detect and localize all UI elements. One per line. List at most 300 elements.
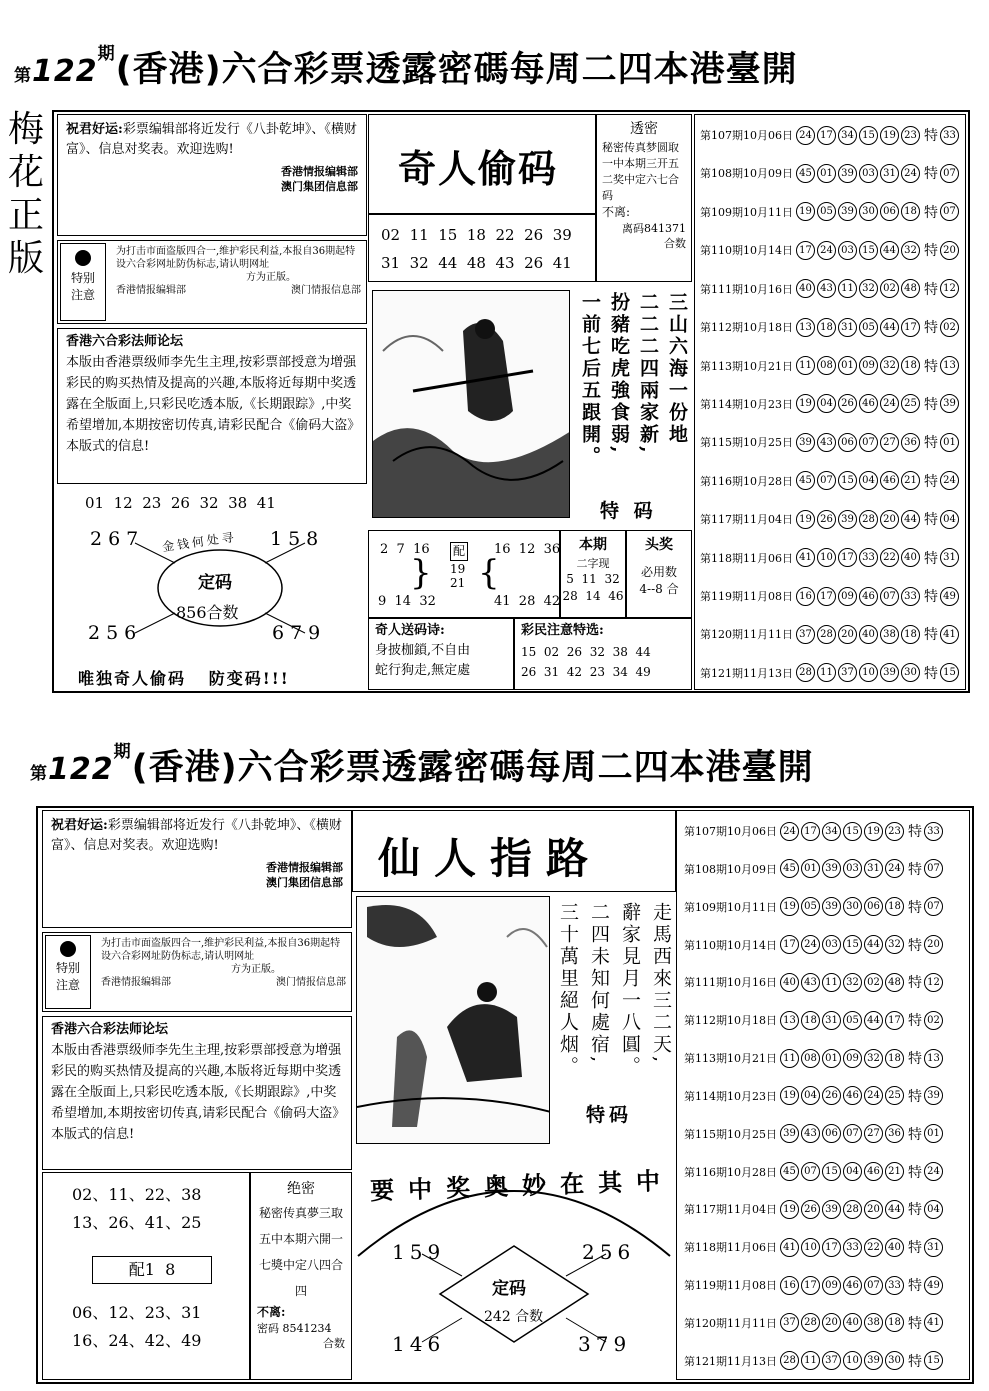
draw-ball: 07 — [864, 1276, 883, 1295]
draw-ball: 30 — [859, 202, 878, 221]
poem-line: 三十萬里絕人烟。 — [557, 902, 579, 1078]
draw-row — [700, 239, 964, 261]
draw-ball: 02 — [880, 279, 899, 298]
notice-box — [42, 810, 352, 928]
warrior-illustration-art — [373, 291, 570, 518]
draw-ball: 04 — [817, 394, 836, 413]
draw-ball: 15 — [859, 241, 878, 260]
special-ball: 13 — [924, 1049, 943, 1068]
draw-ball: 37 — [822, 1351, 841, 1370]
draw-ball: 17 — [901, 318, 920, 337]
forum-title: 香港六合彩法师论坛 — [66, 334, 184, 349]
special-ball: 04 — [924, 1200, 943, 1219]
special-ball: 41 — [924, 1313, 943, 1332]
diamond-tl: 159 — [392, 1240, 446, 1264]
draw-ball: 45 — [780, 1162, 799, 1181]
draw-ball: 24 — [885, 859, 904, 878]
draw-row — [684, 858, 966, 880]
draw-ball: 32 — [859, 279, 878, 298]
top-headline-row — [14, 42, 798, 92]
draw-ball: 41 — [780, 1238, 799, 1257]
draw-row — [700, 662, 964, 684]
draw-label: 第112期10月18日 — [684, 1014, 777, 1028]
draw-ball: 32 — [885, 935, 904, 954]
draw-row — [700, 623, 964, 645]
draw-ball: 36 — [885, 1124, 904, 1143]
secret-code: 密码 8541234 — [257, 1322, 332, 1335]
draw-ball: 11 — [801, 1351, 820, 1370]
draw-ball: 03 — [859, 164, 878, 183]
draw-label: 第118期11月06日 — [684, 1241, 777, 1255]
issue-number: 122 — [48, 752, 114, 787]
draw-ball: 38 — [880, 625, 899, 644]
draw-ball: 07 — [880, 587, 899, 606]
draw-label: 第111期10月16日 — [684, 976, 777, 990]
bomb-icon — [75, 250, 91, 266]
this-issue-title: 本期 — [579, 537, 607, 553]
draw-ball: 20 — [822, 1313, 841, 1332]
forum-text: 本版由香港票级师李先生主理,按彩票部授意为增强彩民的购买热情及提高的兴趣,本版将近每期中奖透露在全版面上,只彩民吃透本版,《长期跟踪》,中奖希望增加,本期按密切传真,请彩民配合《偷码大盗》本版式的信息! — [51, 1043, 342, 1142]
draw-ball: 05 — [801, 897, 820, 916]
draw-ball: 43 — [817, 279, 836, 298]
diamond-br: 379 — [578, 1332, 632, 1356]
poem-block — [574, 292, 692, 488]
warning-text: 为打击市面盗版四合一,维护彩民利益,本报自36期起特设六合彩网址防伪标志,请认明网址 方为正版。 香港情报编辑部 澳门情报信息部 — [101, 938, 346, 988]
draw-ball: 18 — [901, 202, 920, 221]
draw-label: 第119期11月08日 — [700, 590, 793, 604]
forum-box — [57, 328, 367, 484]
draw-list-top — [700, 124, 964, 684]
top-prize-value: 4--8 合 — [639, 582, 679, 596]
secret-title: 绝密 — [287, 1181, 315, 1197]
draw-label: 第116期10月28日 — [684, 1165, 777, 1179]
special-ball: 07 — [924, 859, 943, 878]
feature-nums-box — [368, 214, 596, 282]
draw-ball: 19 — [780, 1086, 799, 1105]
draw-ball: 39 — [780, 1124, 799, 1143]
draw-ball: 11 — [780, 1049, 799, 1068]
draw-ball: 17 — [838, 548, 857, 567]
feature-nums-row: 02 11 15 18 22 26 39 — [381, 226, 572, 244]
arc-text: 要中奖奥妙在其中 — [369, 1165, 675, 1206]
draw-ball: 27 — [880, 433, 899, 452]
warning-box — [42, 932, 352, 1012]
draw-ball: 32 — [843, 973, 862, 992]
diamond-bl: 146 — [392, 1332, 446, 1356]
draw-ball: 19 — [796, 394, 815, 413]
special-ball: 12 — [940, 279, 959, 298]
draw-ball: 11 — [796, 356, 815, 375]
special-label: 特 — [908, 1278, 922, 1295]
draw-ball: 11 — [817, 663, 836, 682]
draw-row — [700, 431, 964, 453]
special-ball: 39 — [940, 394, 959, 413]
draw-label: 第118期11月06日 — [700, 551, 793, 565]
special-ball: 01 — [940, 433, 959, 452]
forum-text: 本版由香港票级师李先生主理,按彩票部授意为增强彩民的购买热情及提高的兴趣,本版将近每期中奖透露在全版面上,只彩民吃透本版,《长期跟踪》,中奖希望增加,本期按密切传真,请彩民配合《偷码大盗》本版式的信息! — [66, 355, 357, 454]
issue-suffix: 期 — [113, 742, 132, 762]
draw-ball: 38 — [864, 1313, 883, 1332]
diamond-value: 242 合数 — [484, 1309, 544, 1325]
draw-ball: 48 — [901, 279, 920, 298]
send-poem-line: 蛇行狗走,無定處 — [375, 663, 471, 678]
draw-ball: 15 — [843, 935, 862, 954]
draw-ball: 16 — [780, 1276, 799, 1295]
side-label-char: 正 — [7, 195, 44, 236]
special-ball: 31 — [940, 548, 959, 567]
draw-ball: 40 — [901, 548, 920, 567]
draw-ball: 17 — [817, 587, 836, 606]
draw-label: 第108期10月09日 — [684, 862, 777, 876]
draw-ball: 24 — [880, 394, 899, 413]
draw-row — [684, 971, 966, 993]
draw-row — [684, 1085, 966, 1107]
feature-title: 奇人偷码 — [398, 147, 559, 191]
draw-ball: 45 — [780, 859, 799, 878]
forum-box — [42, 1016, 352, 1170]
special-ball: 20 — [924, 935, 943, 954]
secret-text: 秘密传真夢三取五中本期六開一七獎中定八四合四 — [258, 1206, 343, 1298]
top-prize-title: 头奖 — [645, 537, 673, 553]
draw-ball: 20 — [838, 625, 857, 644]
special-label: 特 — [908, 1315, 922, 1332]
draw-ball: 37 — [796, 625, 815, 644]
special-ball: 24 — [924, 1162, 943, 1181]
draw-ball: 36 — [901, 433, 920, 452]
tema-label: 特码 — [586, 1104, 633, 1126]
notice-sign1: 香港情报编辑部 — [266, 861, 343, 874]
issue-number: 122 — [32, 54, 98, 89]
draw-ball: 10 — [801, 1238, 820, 1257]
rider-illustration — [356, 896, 550, 1144]
draw-ball: 28 — [859, 510, 878, 529]
warning-label: 特别 注意 — [60, 243, 106, 321]
draw-ball: 28 — [801, 1313, 820, 1332]
special-ball: 15 — [924, 1351, 943, 1370]
draw-row — [700, 508, 964, 530]
draw-ball: 44 — [864, 935, 883, 954]
notice-sign1: 香港情报编辑部 — [281, 165, 358, 178]
draw-ball: 01 — [822, 1049, 841, 1068]
draw-row — [684, 896, 966, 918]
send-poem-line: 身披枷鎖,不自由 — [375, 643, 471, 658]
bottom-headline-row — [30, 740, 814, 790]
this-issue-l1: 5 11 32 — [566, 572, 620, 586]
draw-ball: 17 — [796, 241, 815, 260]
ring-tr: 158 — [270, 528, 325, 550]
tema-label: 特 码 — [600, 500, 657, 522]
draw-ball: 21 — [885, 1162, 904, 1181]
draw-label: 第110期10月14日 — [684, 938, 777, 952]
notice-box — [57, 114, 367, 236]
draw-ball: 10 — [817, 548, 836, 567]
special-label: 特 — [908, 1164, 922, 1181]
draw-ball: 32 — [880, 356, 899, 375]
special-ball: 07 — [940, 202, 959, 221]
draw-ball: 39 — [822, 1200, 841, 1219]
draw-row — [700, 547, 964, 569]
draw-label: 第120期11月11日 — [700, 628, 793, 642]
draw-label: 第113期10月21日 — [684, 1052, 777, 1066]
draw-ball: 05 — [843, 1011, 862, 1030]
draw-ball: 19 — [796, 202, 815, 221]
draw-ball: 28 — [843, 1200, 862, 1219]
nums-row: 16、24、42、49 — [72, 1331, 202, 1350]
draw-ball: 26 — [817, 510, 836, 529]
draw-ball: 11 — [838, 279, 857, 298]
draw-row — [684, 1198, 966, 1220]
draw-ball: 19 — [780, 897, 799, 916]
draw-ball: 22 — [880, 548, 899, 567]
draw-label: 第107期10月06日 — [700, 129, 793, 142]
poem-line: 辭家見月一八圓。 — [619, 902, 641, 1078]
warning-box — [57, 240, 367, 324]
draw-ball: 16 — [796, 587, 815, 606]
draw-ball: 28 — [817, 625, 836, 644]
draw-ball: 24 — [901, 164, 920, 183]
draw-ball: 05 — [859, 318, 878, 337]
draw-ball: 39 — [880, 663, 899, 682]
draw-row — [700, 316, 964, 338]
draw-ball: 15 — [859, 126, 878, 145]
ring-center-label: 定码 — [198, 573, 232, 593]
send-poem-box — [368, 618, 514, 690]
draw-row — [684, 1350, 966, 1372]
draw-ball: 45 — [796, 471, 815, 490]
special-label: 特 — [924, 128, 938, 144]
special-ball: 07 — [940, 164, 959, 183]
draw-ball: 18 — [885, 1313, 904, 1332]
special-label: 特 — [908, 1126, 922, 1143]
special-ball: 01 — [924, 1124, 943, 1143]
draw-ball: 43 — [801, 1124, 820, 1143]
notice-sign2: 澳门集团信息部 — [266, 876, 343, 889]
draw-ball: 23 — [901, 126, 920, 145]
draw-ball: 39 — [838, 510, 857, 529]
draw-ball: 03 — [838, 241, 857, 260]
draw-ball: 37 — [838, 663, 857, 682]
draw-row — [700, 278, 964, 300]
special-label: 特 — [924, 358, 938, 375]
special-label: 特 — [924, 589, 938, 606]
draw-ball: 46 — [843, 1276, 862, 1295]
forum-title: 香港六合彩法师论坛 — [51, 1022, 169, 1037]
draw-ball: 05 — [817, 202, 836, 221]
pei-label: 配 — [450, 542, 468, 561]
draw-ball: 13 — [780, 1011, 799, 1030]
draw-ball: 43 — [801, 973, 820, 992]
draw-ball: 04 — [859, 471, 878, 490]
special-ball: 02 — [940, 318, 959, 337]
special-label: 特 — [924, 473, 938, 490]
draw-ball: 39 — [822, 859, 841, 878]
draw-ball: 09 — [838, 587, 857, 606]
diamond-tr: 256 — [582, 1240, 636, 1264]
draw-ball: 15 — [843, 822, 862, 841]
draw-ball: 15 — [838, 471, 857, 490]
draw-ball: 10 — [859, 663, 878, 682]
draw-ball: 04 — [843, 1162, 862, 1181]
secret-box — [250, 1172, 352, 1380]
draw-ball: 46 — [859, 394, 878, 413]
draw-ball: 18 — [801, 1011, 820, 1030]
this-issue-box — [560, 530, 626, 618]
draw-ball: 33 — [843, 1238, 862, 1257]
draw-ball: 03 — [822, 935, 841, 954]
draw-ball: 19 — [780, 1200, 799, 1219]
attention-box — [514, 618, 692, 690]
notice-sign2: 澳门集团信息部 — [281, 180, 358, 193]
draw-ball: 44 — [901, 510, 920, 529]
draw-ball: 19 — [880, 126, 899, 145]
draw-ball: 08 — [817, 356, 836, 375]
draw-ball: 45 — [796, 164, 815, 183]
draw-row — [700, 124, 964, 146]
draw-ball: 46 — [843, 1086, 862, 1105]
special-label: 特 — [908, 1240, 922, 1257]
draw-label: 第120期11月11日 — [684, 1316, 777, 1330]
special-ball: 02 — [924, 1011, 943, 1030]
attention-line: 15 02 26 32 38 44 — [521, 645, 651, 659]
draw-row — [684, 1009, 966, 1031]
special-label: 特 — [908, 1202, 922, 1219]
headline: (香港)六合彩票透露密碼每周二四本港臺開 — [131, 748, 814, 788]
warning-text: 为打击市面盗版四合一,维护彩民利益,本报自36期起特设六合彩网址防伪标志,请认明网址 方为正版。 香港情报编辑部 澳门情报信息部 — [116, 246, 361, 296]
draw-row — [684, 1047, 966, 1069]
draw-ball: 13 — [796, 318, 815, 337]
warrior-illustration — [372, 290, 570, 518]
side-label-char: 花 — [7, 152, 44, 193]
notice-lead: 祝君好运: — [51, 818, 108, 833]
special-ball: 49 — [924, 1276, 943, 1295]
draw-ball: 46 — [864, 1162, 883, 1181]
draw-row — [700, 585, 964, 607]
draw-ball: 18 — [885, 1049, 904, 1068]
draw-ball: 24 — [864, 1086, 883, 1105]
secret-tail: 合数 — [664, 237, 686, 250]
draw-ball: 09 — [843, 1049, 862, 1068]
grid-a2: 9 14 32 — [378, 594, 436, 609]
notice-text: 彩票编辑部将近发行《八卦乾坤》、《横财富》、信息对奖表。欢迎选购! — [66, 122, 357, 157]
issue-suffix: 期 — [97, 44, 116, 64]
draw-label: 第121期11月13日 — [700, 666, 793, 680]
special-ball: 39 — [924, 1086, 943, 1105]
diamond-label: 定码 — [492, 1279, 526, 1299]
secret-text: 秘密传真梦圆取一中本期三开五二奖中定六七合码 — [602, 141, 679, 202]
ring-arc-text: 金钱何处寻 — [161, 529, 238, 555]
draw-ball: 01 — [817, 164, 836, 183]
draw-ball: 30 — [885, 1351, 904, 1370]
draw-label: 第107期10月06日 — [684, 825, 777, 838]
ring-bl: 256 — [88, 622, 143, 644]
draw-ball: 08 — [801, 1049, 820, 1068]
secret-tail: 合数 — [323, 1337, 345, 1350]
draw-label: 第112期10月18日 — [700, 321, 793, 335]
feature-nums-row: 31 32 44 48 43 26 41 — [381, 254, 572, 272]
draw-label: 第111期10月16日 — [700, 282, 793, 296]
top-prize-box — [626, 530, 692, 618]
draw-ball: 25 — [885, 1086, 904, 1105]
special-ball: 07 — [924, 897, 943, 916]
draw-ball: 33 — [859, 548, 878, 567]
draw-ball: 33 — [885, 1276, 904, 1295]
special-label: 特 — [924, 166, 938, 183]
grid-b1: 16 12 36 — [494, 542, 561, 557]
special-label: 特 — [908, 1353, 922, 1370]
draw-ball: 17 — [801, 1276, 820, 1295]
slogan: 唯独奇人偷码 防变码!!! — [78, 669, 290, 688]
poem-line: 二二二四兩家新, — [637, 292, 659, 456]
notice-text: 彩票编辑部将近发行《八卦乾坤》、《横财富》、信息对奖表。欢迎选购! — [51, 818, 342, 853]
draw-ball: 43 — [817, 433, 836, 452]
special-label: 特 — [908, 824, 922, 840]
this-issue-l2: 28 14 46 — [562, 589, 624, 603]
draw-ball: 09 — [822, 1276, 841, 1295]
draw-ball: 48 — [885, 973, 904, 992]
draw-row — [684, 1236, 966, 1258]
draw-row — [700, 162, 964, 184]
draw-ball: 40 — [859, 625, 878, 644]
draw-ball: 41 — [796, 548, 815, 567]
draw-label: 第110期10月14日 — [700, 244, 793, 258]
draw-ball: 33 — [901, 587, 920, 606]
warning-label: 特别 注意 — [45, 935, 91, 1009]
pei-values: 19 21 — [450, 562, 466, 590]
attention-title: 彩民注意特选: — [521, 623, 604, 638]
draw-row — [700, 355, 964, 377]
brace-icon: } — [410, 553, 432, 593]
draw-ball: 28 — [780, 1351, 799, 1370]
draw-ball: 07 — [859, 433, 878, 452]
poem-line: 一前七后五跟開。 — [579, 292, 601, 468]
draw-ball: 39 — [838, 164, 857, 183]
grid-a1: 2 7 16 — [380, 542, 430, 557]
draw-ball: 24 — [801, 935, 820, 954]
draw-ball: 27 — [864, 1124, 883, 1143]
draw-row — [700, 470, 964, 492]
numbers-line: 01 12 23 26 32 38 41 — [85, 494, 276, 512]
draw-ball: 22 — [864, 1238, 883, 1257]
draw-ball: 44 — [864, 1011, 883, 1030]
poem-block — [552, 896, 676, 1092]
draw-ball: 31 — [880, 164, 899, 183]
special-ball: 33 — [924, 822, 943, 841]
ring-center-value: 856合数 — [176, 603, 239, 622]
headline: (香港)六合彩票透露密碼每周二四本港臺開 — [115, 50, 798, 90]
special-ball: 12 — [924, 973, 943, 992]
brace-icon: { — [478, 553, 500, 593]
draw-ball: 07 — [801, 1162, 820, 1181]
draw-ball: 39 — [796, 433, 815, 452]
draw-row — [684, 1274, 966, 1296]
draw-list-bottom — [684, 820, 966, 1372]
special-label: 特 — [924, 627, 938, 644]
draw-label: 第116期10月28日 — [700, 474, 793, 488]
draw-ball: 40 — [843, 1313, 862, 1332]
draw-label: 第117期11月04日 — [684, 1203, 777, 1217]
poem-line: 三山六海一份地 — [666, 292, 688, 446]
draw-ball: 06 — [864, 897, 883, 916]
draw-ball: 17 — [822, 1238, 841, 1257]
nums-row: 02、11、22、38 — [72, 1185, 202, 1204]
special-ball: 20 — [940, 241, 959, 260]
special-label: 特 — [908, 975, 922, 992]
this-issue-sub: 二字现 — [576, 557, 610, 570]
draw-ball: 44 — [880, 241, 899, 260]
draw-row — [684, 1161, 966, 1183]
secret-box — [596, 114, 692, 282]
send-poem-title: 奇人送码诗: — [375, 623, 445, 638]
